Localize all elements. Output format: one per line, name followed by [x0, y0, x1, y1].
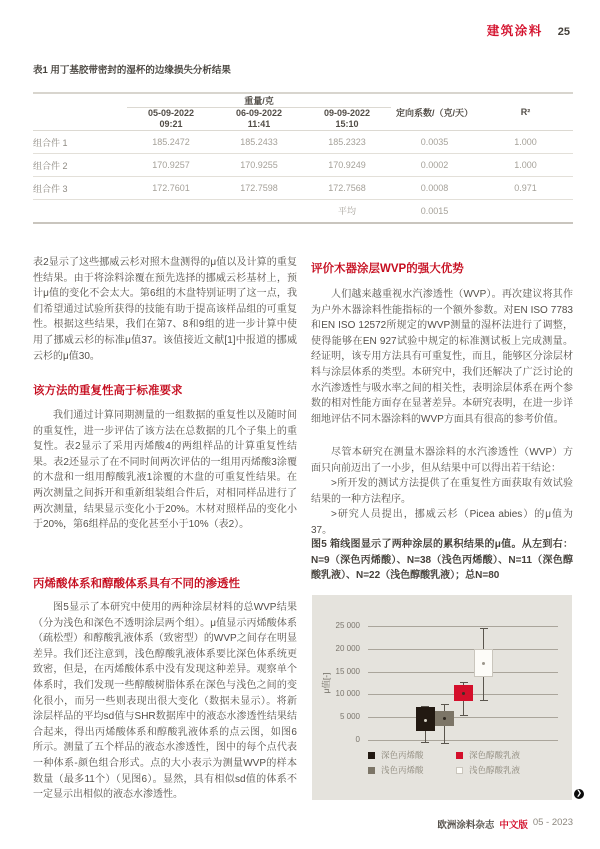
- journal-name: 欧洲涂料杂志: [437, 820, 495, 831]
- date-header-1: 05-09-2022 09:21: [147, 108, 195, 129]
- legend-item: [368, 749, 456, 761]
- page-header: [487, 21, 570, 39]
- page-number: 25: [557, 26, 570, 38]
- legend-item: [456, 764, 564, 776]
- legend-item: [368, 764, 456, 776]
- page-footer: [437, 817, 573, 831]
- figure5-boxplot: [312, 595, 572, 800]
- whisker-cap: [460, 682, 468, 683]
- gridline: [368, 649, 558, 650]
- whisker-cap: [421, 742, 429, 743]
- gridline: [368, 740, 558, 741]
- table-row: 组合件 3 172.7601 172.7598 172.7568 0.0008 0.971: [33, 177, 573, 200]
- edition-label: 中文版: [499, 820, 528, 831]
- legend-label: 深色醇酸乳液: [469, 750, 521, 760]
- issue-number: 05 - 2023: [532, 817, 573, 828]
- left-paragraph-3: 图5显示了本研究中使用的两种涂层材料的总WVP结果（分为浅色和深色不透明涂层两个组）。μ值显示丙烯酸体系（疏松型）和醇酸乳液体系（致密型）的WVP之间存在明显差异。我们还注意到，浅色醇酸乳液体系要比深色体系统更致密，但是，在丙烯酸体系中没有发现这种差异。观察单个体系时，我们发现一些醇酸树脂体系在深色与浅色之间的变化很小，而另一些则表现出很大变化（数据未显示）。将新涂层样品的平均sd值与SHR数据库中的液态水渗透性结果结合起来，得出丙烯酸体系和醇酸乳液体系的点云图，如图6所示。测量了五个样品的液态水渗透性，图中的每个点代表一种体系-颜色组合形式。点的大小表示为测量WVP的样本数量（最多11个）（见图6）。显然，具有相似sd值的体系不一定显示出相似的液态水渗透性。: [33, 602, 297, 801]
- heading-permeability: 丙烯酸体系和醇酸体系具有不同的渗透性: [33, 578, 240, 590]
- row-label-header: [33, 93, 127, 131]
- whisker-cap: [441, 704, 449, 705]
- right-conclusions: 尽管本研究在测量木器涂料的水汽渗透性（WVP）方面只向前迈出了一小步，但从结果中可以得出若干结论： >所开发的测试方法提供了在重复性方面获取有效试验结果的一种方法程序。 >研究人员提出，挪威云杉（Picea abies）的μ值为37。: [311, 445, 573, 539]
- legend-swatch-icon: [456, 752, 463, 759]
- conclusion-bullet-2: >研究人员提出，挪威云杉（Picea abies）的μ值为37。: [311, 509, 573, 536]
- table1: [33, 92, 573, 224]
- legend-swatch-icon: [368, 752, 375, 759]
- table-row: 组合件 2 170.9257 170.9255 170.9249 0.0002 1.000: [33, 154, 573, 177]
- mean-marker-series-1: [424, 719, 427, 722]
- y-tick-label: 25 000: [335, 621, 360, 630]
- legend-item: [456, 749, 564, 761]
- chart-legend: [368, 749, 564, 776]
- y-tick-label: 5 000: [339, 712, 360, 722]
- whisker-cap: [460, 715, 468, 716]
- whisker-cap: [441, 743, 449, 744]
- legend-label: 深色丙烯酸: [381, 750, 424, 760]
- legend-label: 浅色醇酸乳液: [469, 765, 521, 775]
- right-paragraph-1: 人们越来越重视水汽渗透性（WVP）。再次建议将其作为户外木器涂料性能指标的一个额外参数。对EN ISO 7783和EN ISO 12572所规定的WVP测量的湿杯法进行了调整，使得能够在EN 927试验中规定的标准测试板上完成测量。经证明，该专用方法具有可重复性，而且，能够区分涂层材料与涂层体系的类型。本研究中，我们还解决了广泛讨论的水汽渗透性与吸水率之间的相关性，表明涂层体系在两个参数的相对性能方面存在显著差异。本研究表明，在进一步详细地评估不同木器涂料的WVP方面具有很高的参考价值。: [311, 289, 573, 425]
- table1-block: [33, 62, 573, 224]
- table-row-average: 平均 0.0015: [33, 200, 573, 223]
- figure5-caption: 图5 箱线图显示了两种涂层的累积结果的μ值。从左到右：N=9（深色丙烯酸）、N=38（浅色丙烯酸）、N=11（深色醇酸乳液）、N=22（浅色醇酸乳液）；总N=80: [311, 539, 573, 582]
- legend-swatch-icon: [456, 767, 463, 774]
- coefficient-header: 定向系数/（克/天）: [395, 107, 473, 118]
- heading-wvp-advantage: 评价木器涂层WVP的强大优势: [311, 263, 464, 275]
- y-tick-label: 10 000: [335, 689, 360, 699]
- legend-label: 浅色丙烯酸: [381, 765, 424, 775]
- table1-title: 表1 用丁基胶带密封的湿杯的边缘损失分析结果: [33, 65, 231, 76]
- y-axis-label: μ值[-]: [321, 672, 331, 694]
- left-paragraph-1: 表2显示了这些挪威云杉对照木盘测得的μ值以及计算的重复性结果。由于将涂料涂覆在预先选择的挪威云杉基材上，预计μ值的变化不会太大。第6组的木盘特别证明了这一点，我们希望通过试验所获得的技能有助于提高该样品组的可重复性。根据这些结果，我们在第7、8和9组的进一步计算中使用了挪威云杉的标准μ值37。该值接近文献[1]中报道的挪威云杉的μ值30。: [33, 257, 297, 362]
- y-tick-label: 15 000: [335, 666, 360, 676]
- table-row: 组合件 1 185.2472 185.2433 185.2323 0.0035 1.000: [33, 137, 537, 148]
- whisker-cap: [480, 628, 488, 629]
- gridline: [368, 672, 558, 673]
- y-tick-label: 0: [355, 735, 360, 744]
- whisker-cap: [480, 700, 488, 701]
- r2-header: R²: [520, 107, 531, 117]
- weight-group-header: 重量/克: [127, 93, 391, 108]
- date-header-2: 06-09-2022 11:41: [235, 108, 283, 129]
- article-end-arrow-icon: ❯: [574, 789, 584, 799]
- date-header-3: 09-09-2022 15:10: [323, 108, 371, 129]
- heading-repeatability: 该方法的重复性高于标准要求: [33, 385, 183, 397]
- y-tick-label: 20 000: [335, 643, 360, 653]
- gridline: [368, 717, 558, 718]
- legend-swatch-icon: [368, 767, 375, 774]
- conclusion-bullet-1: >所开发的测试方法提供了在重复性方面获取有效试验结果的一种方法程序。: [311, 478, 573, 505]
- gridline: [368, 626, 558, 627]
- left-paragraph-2: 我们通过计算同期测量的一组数据的重复性以及随时间的重复性，进一步评估了该方法在总数据的几个子集上的重复性。表2显示了采用丙烯酸4的两组样品的计算重复性结果。表2还显示了在不同时间两次评估的一组用丙烯酸3涂覆的木盘和一组用醇酸乳液1涂覆的木盘的可重复性结果。在两次测量之间拆开和重新组装组合件后，对相同样品进行了两次测量，结果显示变化小于20%。木材对照样品的变化小于20%，第6组样品的变化甚至小于10%（表2）。: [33, 410, 297, 531]
- section-label: 建筑涂料: [486, 24, 543, 38]
